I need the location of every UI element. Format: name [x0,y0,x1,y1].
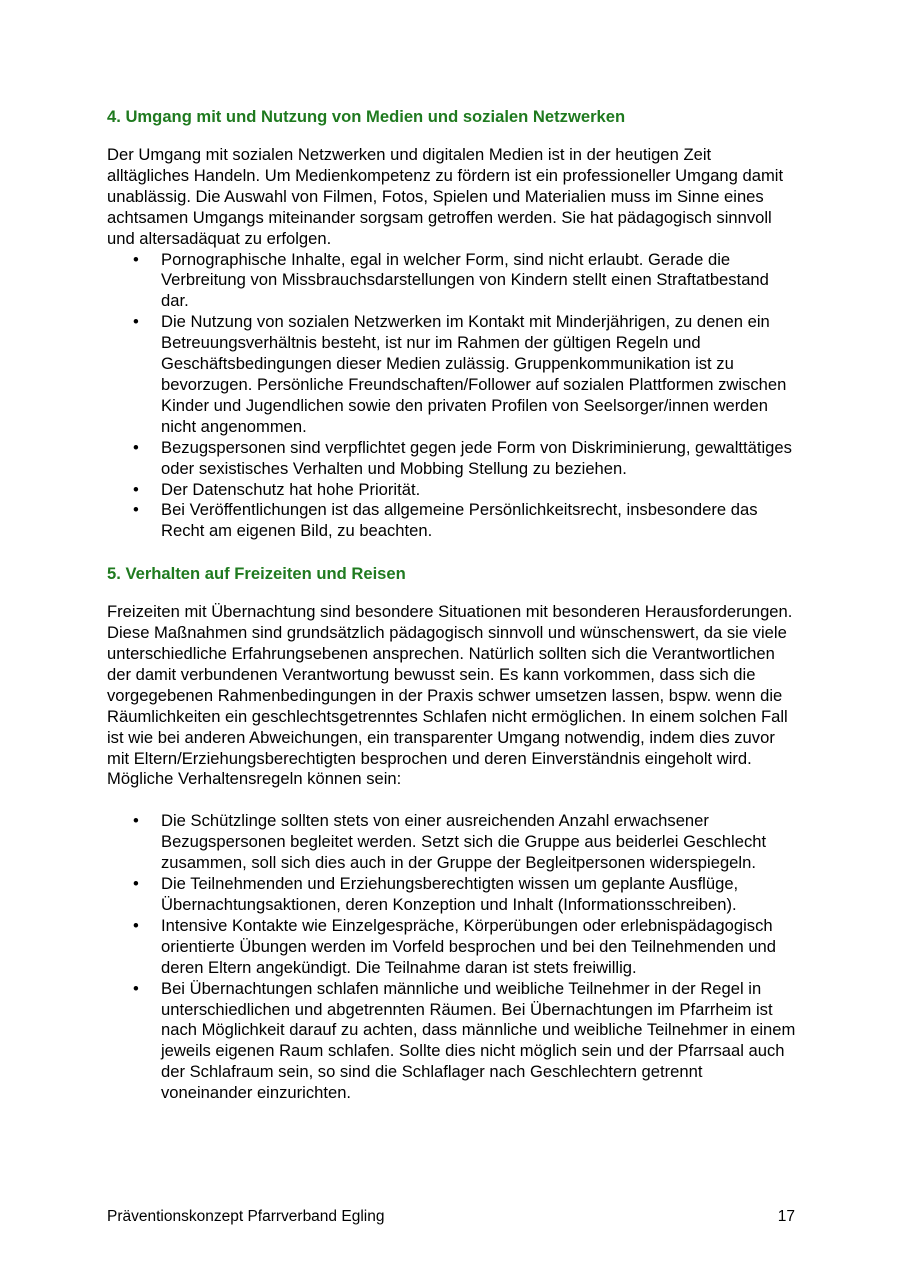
section-4-heading: 4. Umgang mit und Nutzung von Medien und sozialen Netzwerken [107,107,626,126]
bullet-icon: • [133,915,139,935]
section-4-intro: Der Umgang mit sozialen Netzwerken und digitalen Medien ist in der heutigen Zeit alltägliches Handeln. Um Medienkompetenz zu fördern ist ein professioneller Umgang damit unablässig. Die Auswahl von Filmen, Fotos, Spielen und Materialien muss im Sinne eines achtsamen Umgangs miteinander sorgsam getroffen werden. Sie hat pädagogisch sinnvoll und altersadäquat zu erfolgen. [107,145,784,248]
section-4-list [107,250,797,543]
bullet-icon: • [133,479,139,499]
page-footer [107,1208,795,1226]
list-item: • Die Nutzung von sozialen Netzwerken im Kontakt mit Minderjährigen, zu denen ein Betreuungsverhältnis besteht, ist nur im Rahmen der gültigen Regeln und Geschäftsbedingungen dieser Medien zulässig. Gruppenkommunikation ist zu bevorzugen. Persönliche Freundschaften/Follower auf sozialen Plattformen zwischen Kinder und Jugendlichen sowie den privaten Profilen von Seelsorger/innen werden nicht angenommen. [133,312,787,436]
list-item: • Der Datenschutz hat hohe Priorität. [133,479,421,499]
document-page [107,106,797,1104]
page-number: 17 [777,1208,795,1225]
rules-intro: Mögliche Verhaltensregeln können sein: [107,769,402,789]
bullet-icon: • [133,811,139,831]
bullet-icon: • [133,312,139,332]
bullet-icon: • [133,874,139,894]
section-5-intro: Freizeiten mit Übernachtung sind besondere Situationen mit besonderen Herausforderungen. Diese Maßnahmen sind grundsätzlich pädagogisch sinnvoll und wünschenswert, da sie viele unterschiedliche Erfahrungsebenen ansprechen. Natürlich sollten sich die Verantwortlichen der damit verbundenen Verantwortung bewusst sein. Es kann vorkommen, dass sich die vorgegebenen Rahmenbedingungen in der Praxis schwer umsetzen lassen, bspw. wenn die Räumlichkeiten ein geschlechtsgetrenntes Schlafen nicht ermöglichen. In einem solchen Fall ist wie bei anderen Abweichungen, ein transparenter Umgang notwendig, indem dies zuvor mit Eltern/Erziehungsberechtigten besprochen und deren Einverständnis eingeholt wird. [107,602,793,768]
bullet-icon: • [133,500,139,520]
list-item: • Die Teilnehmenden und Erziehungsberechtigten wissen um geplante Ausflüge, Übernachtungsaktionen, deren Konzeption und Inhalt (Informationsschreiben). [133,874,739,914]
list-item: • Pornographische Inhalte, egal in welcher Form, sind nicht erlaubt. Gerade die Verbreitung von Missbrauchsdarstellungen von Kindern stellt einen Straftatbestand dar. [133,249,769,311]
bullet-icon: • [133,437,139,457]
section-5-heading: 5. Verhalten auf Freizeiten und Reisen [107,564,406,584]
bullet-icon: • [133,249,139,269]
section-5-list [107,811,797,1104]
list-item: • Bei Veröffentlichungen ist das allgemeine Persönlichkeitsrecht, insbesondere das Recht am eigenen Bild, zu beachten. [133,500,758,541]
list-item: • Bei Übernachtungen schlafen männliche und weibliche Teilnehmer in der Regel in unterschiedlichen und abgetrennten Räumen. Bei Übernachtungen im Pfarrheim ist nach Möglichkeit darauf zu achten, dass männliche und weibliche Teilnehmer in einem jeweils eigenen Raum schlafen. Sollte dies nicht möglich sein und der Pfarrsaal auch der Schlafraum sein, so sind die Schlaflager nach Geschlechtern getrennt voneinander einzurichten. [133,978,796,1103]
list-item: • Die Schützlinge sollten stets von einer ausreichenden Anzahl erwachsener Bezugspersonen begleitet werden. Setzt sich die Gruppe aus beiderlei Geschlecht zusammen, soll sich dies auch in der Gruppe der Begleitpersonen widerspiegeln. [133,811,767,873]
list-item: • Bezugspersonen sind verpflichtet gegen jede Form von Diskriminierung, gewalttätiges oder sexistisches Verhalten und Mobbing Stellung zu beziehen. [133,437,792,478]
bullet-icon: • [133,978,139,998]
footer-title: Präventionskonzept Pfarrverband Egling [107,1208,385,1225]
list-item: • Intensive Kontakte wie Einzelgespräche, Körperübungen oder erlebnispädagogisch orientierte Übungen werden im Vorfeld besprochen und bei den Teilnehmenden und deren Eltern angekündigt. Die Teilnahme daran ist stets freiwillig. [133,915,777,977]
